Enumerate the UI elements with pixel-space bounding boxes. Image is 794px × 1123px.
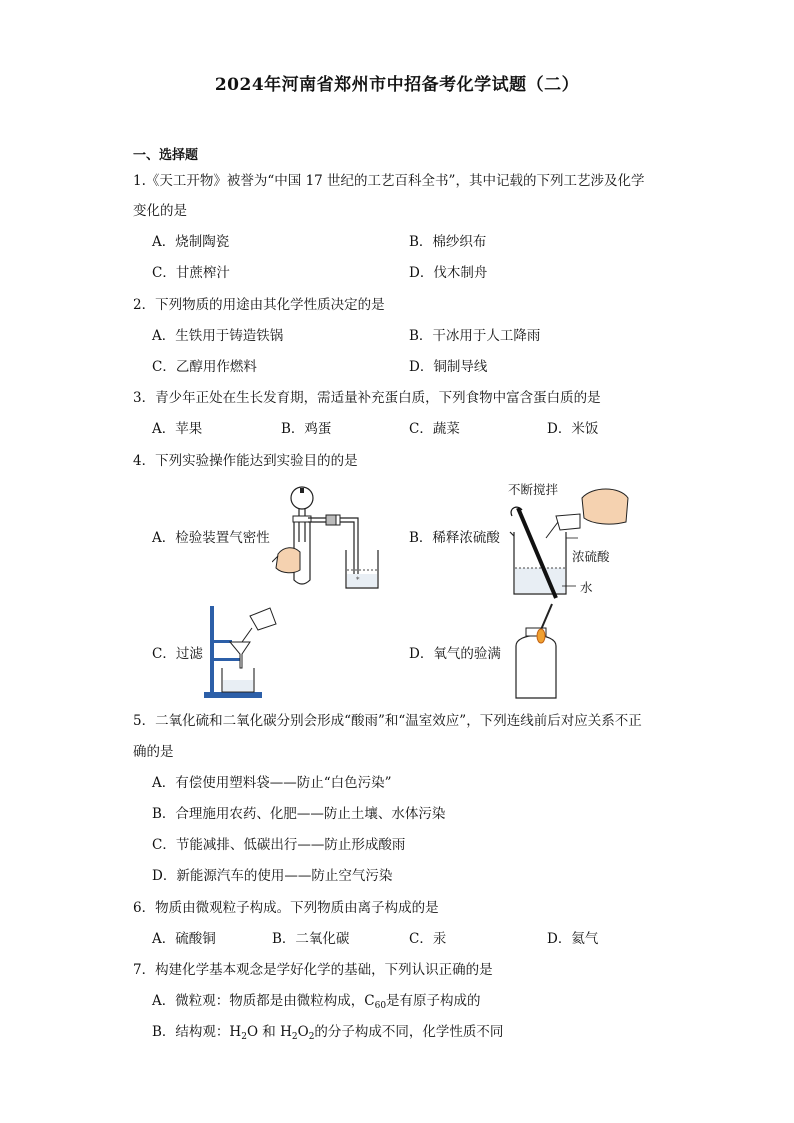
q4-option-b: B．稀释浓硫酸 (409, 530, 500, 546)
filtration-figure (204, 602, 284, 700)
q1-option-b: B．棉纱织布 (409, 234, 487, 250)
q2-option-a: A．生铁用于铸造铁锅 (152, 328, 284, 344)
q4-stem: 4．下列实验操作能达到实验目的的是 (133, 453, 358, 469)
q4-option-c: C．过滤 (152, 646, 203, 662)
q2-option-c: C．乙醇用作燃料 (152, 359, 257, 375)
q7-b-sub1: 2 (241, 1032, 247, 1042)
q3-option-b: B．鸡蛋 (281, 421, 332, 437)
beaker-water-icon (342, 548, 382, 590)
q7-b-sub2: 2 (291, 1032, 298, 1042)
q4-option-a: A．检验装置气密性 (152, 530, 270, 546)
svg-text:*: * (356, 576, 360, 584)
q7-stem: 7．构建化学基本观念是学好化学的基础，下列认识正确的是 (133, 962, 493, 978)
q3-option-d: D．米饭 (547, 421, 599, 437)
acid-label: 浓硫酸 (572, 549, 610, 564)
q7-b-mid1: O 和 H (246, 1024, 292, 1040)
q3-option-c: C．蔬菜 (409, 421, 460, 437)
q2-option-b: B．干冰用于人工降雨 (409, 328, 541, 344)
q7-b-mid2: O (297, 1024, 309, 1040)
stir-label: 不断搅拌 (508, 482, 559, 497)
q1-stem-line2: 变化的是 (133, 203, 187, 219)
q1-option-a: A．烧制陶瓷 (152, 234, 230, 250)
q5-stem-line1: 5．二氧化硫和二氧化碳分别会形成“酸雨”和“温室效应”，下列连线前后对应关系不正 (133, 713, 642, 729)
q7-b-text: B．结构观：H (152, 1024, 242, 1040)
q7-a-text-end: 是有原子构成的 (386, 993, 481, 1009)
q6-stem: 6．物质由微观粒子构成。下列物质由离子构成的是 (133, 900, 439, 916)
section-heading: 一、选择题 (133, 148, 199, 163)
q5-option-a: A．有偿使用塑料袋——防止“白色污染” (152, 775, 392, 791)
q7-b-text-end: 的分子构成不同，化学性质不同 (314, 1024, 504, 1040)
q7-b-sub3: 2 (308, 1032, 315, 1042)
water-label: 水 (580, 580, 593, 595)
q2-option-d: D．铜制导线 (409, 359, 488, 375)
q6-option-c: C．汞 (409, 931, 447, 947)
q6-option-d: D．氦气 (547, 931, 599, 947)
q6-option-b: B．二氧化碳 (272, 931, 350, 947)
q6-option-a: A．硫酸铜 (152, 931, 216, 947)
q5-option-c: C．节能减排、低碳出行——防止形成酸雨 (152, 837, 406, 853)
q7-a-text: A．微粒观：物质都是由微粒构成，C (152, 993, 375, 1009)
q4-option-d: D．氧气的验满 (409, 646, 501, 662)
q5-option-b: B．合理施用农药、化肥——防止土壤、水体污染 (152, 806, 446, 822)
oxygen-check-figure (506, 602, 566, 700)
q1-option-c: C．甘蔗榨汁 (152, 265, 230, 281)
q3-option-a: A．苹果 (152, 421, 203, 437)
q5-stem-line2: 确的是 (133, 744, 174, 760)
q2-stem: 2．下列物质的用途由其化学性质决定的是 (133, 297, 385, 313)
q3-stem: 3．青少年正处在生长发育期，需适量补充蛋白质，下列食物中富含蛋白质的是 (133, 390, 601, 406)
q7-a-subscript: 60 (374, 1001, 387, 1011)
q7-option-b (152, 1022, 503, 1042)
q7-option-a (152, 991, 481, 1011)
q5-option-d: D．新能源汽车的使用——防止空气污染 (152, 868, 393, 884)
q1-option-d: D．伐木制舟 (409, 265, 488, 281)
q1-stem-line1: 1.《天工开物》被誉为“中国 17 世纪的工艺百科全书”，其中记载的下列工艺涉及化学 (133, 173, 645, 189)
page-title: 2024年河南省郑州市中招备考化学试题（二） (214, 75, 580, 95)
